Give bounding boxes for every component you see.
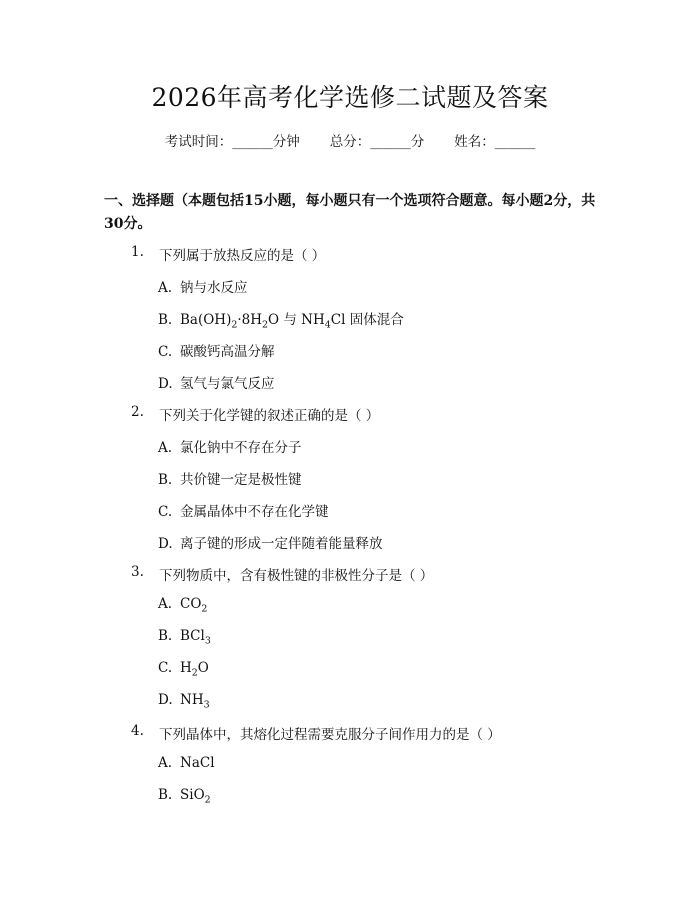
question-text: 下列属于放热反应的是（ ）: [159, 248, 326, 264]
score-label: 总分：: [329, 134, 371, 150]
option-1c: [158, 340, 275, 360]
formula-part: NH: [180, 692, 204, 708]
option-4a: [158, 755, 215, 771]
formula-part: O: [197, 660, 209, 676]
option-label: A.: [158, 755, 173, 771]
question-number: 4.: [131, 723, 144, 739]
section-heading: 一、选择题（本题包括15小题，每小题只有一个选项符合题意。每小题2分，共30分。: [104, 193, 596, 232]
option-text: 氯化钠中不存在分子: [180, 440, 302, 456]
option-1a: [158, 276, 248, 296]
question-number: 3.: [131, 564, 144, 580]
question-text: 下列关于化学键的叙述正确的是（ ）: [159, 408, 380, 424]
option-3d: [158, 692, 210, 711]
option-2d: [158, 532, 383, 552]
question-text: 下列晶体中，其熔化过程需要克服分子间作用力的是（ ）: [159, 727, 501, 743]
formula-part: Ba(OH): [180, 312, 232, 328]
option-3c: [158, 660, 209, 679]
option-1d: [158, 372, 275, 392]
option-label: A.: [158, 440, 173, 456]
option-label: C.: [158, 504, 173, 520]
option-2c: [158, 500, 329, 520]
formula-subscript: 3: [203, 699, 210, 711]
time-blank: ______: [232, 134, 273, 150]
formula-subscript: 2: [262, 319, 269, 331]
option-text: NaCl: [180, 755, 215, 771]
formula-part: SiO: [180, 787, 205, 803]
option-label: B.: [158, 628, 173, 644]
formula-part: ·8H: [237, 312, 263, 328]
option-label: B.: [158, 787, 173, 803]
formula-subscript: 4: [324, 319, 331, 331]
option-label: B.: [158, 312, 173, 328]
formula-part: Cl 固体混合: [330, 312, 404, 328]
option-label: A.: [158, 280, 173, 296]
score-blank: ______: [370, 134, 411, 150]
option-2b: [158, 468, 302, 488]
option-label: A.: [158, 596, 173, 612]
option-4b: [158, 787, 211, 806]
option-label: C.: [158, 344, 173, 360]
option-label: D.: [158, 376, 173, 392]
time-label: 考试时间：: [164, 134, 233, 150]
formula-subscript: 2: [191, 667, 198, 679]
question-number: 2.: [131, 404, 144, 420]
option-label: C.: [158, 660, 173, 676]
option-label: D.: [158, 536, 173, 552]
question-text: 下列物质中，含有极性键的非极性分子是（ ）: [159, 568, 434, 584]
question-number: 1.: [131, 244, 144, 260]
option-text: 金属晶体中不存在化学键: [180, 504, 329, 520]
exam-info-line: [0, 130, 700, 150]
option-text: 离子键的形成一定伴随着能量释放: [180, 536, 383, 552]
formula-part: BCl: [180, 628, 205, 644]
formula-subscript: 2: [231, 319, 238, 331]
formula-part: H: [180, 660, 192, 676]
name-label: 姓名：: [454, 134, 495, 150]
name-blank: ______: [494, 134, 536, 150]
time-unit: 分钟: [272, 134, 300, 150]
option-text: 共价键一定是极性键: [180, 472, 302, 488]
score-unit: 分: [410, 134, 425, 150]
option-3a: [158, 596, 207, 615]
formula-subscript: 3: [204, 635, 211, 647]
page-title: 2026年高考化学选修二试题及答案: [151, 83, 549, 112]
formula-part: CO: [180, 596, 202, 612]
option-3b: [158, 628, 211, 647]
formula-part: O 与 NH: [268, 312, 325, 328]
formula-subscript: 2: [204, 794, 211, 806]
option-label: D.: [158, 692, 173, 708]
option-label: B.: [158, 472, 173, 488]
option-2a: [158, 436, 302, 456]
formula-subscript: 2: [201, 603, 208, 615]
option-1b: [158, 308, 404, 331]
option-text: 钠与水反应: [180, 280, 248, 296]
option-text: 碳酸钙高温分解: [180, 344, 275, 360]
option-text: 氢气与氯气反应: [180, 376, 275, 392]
